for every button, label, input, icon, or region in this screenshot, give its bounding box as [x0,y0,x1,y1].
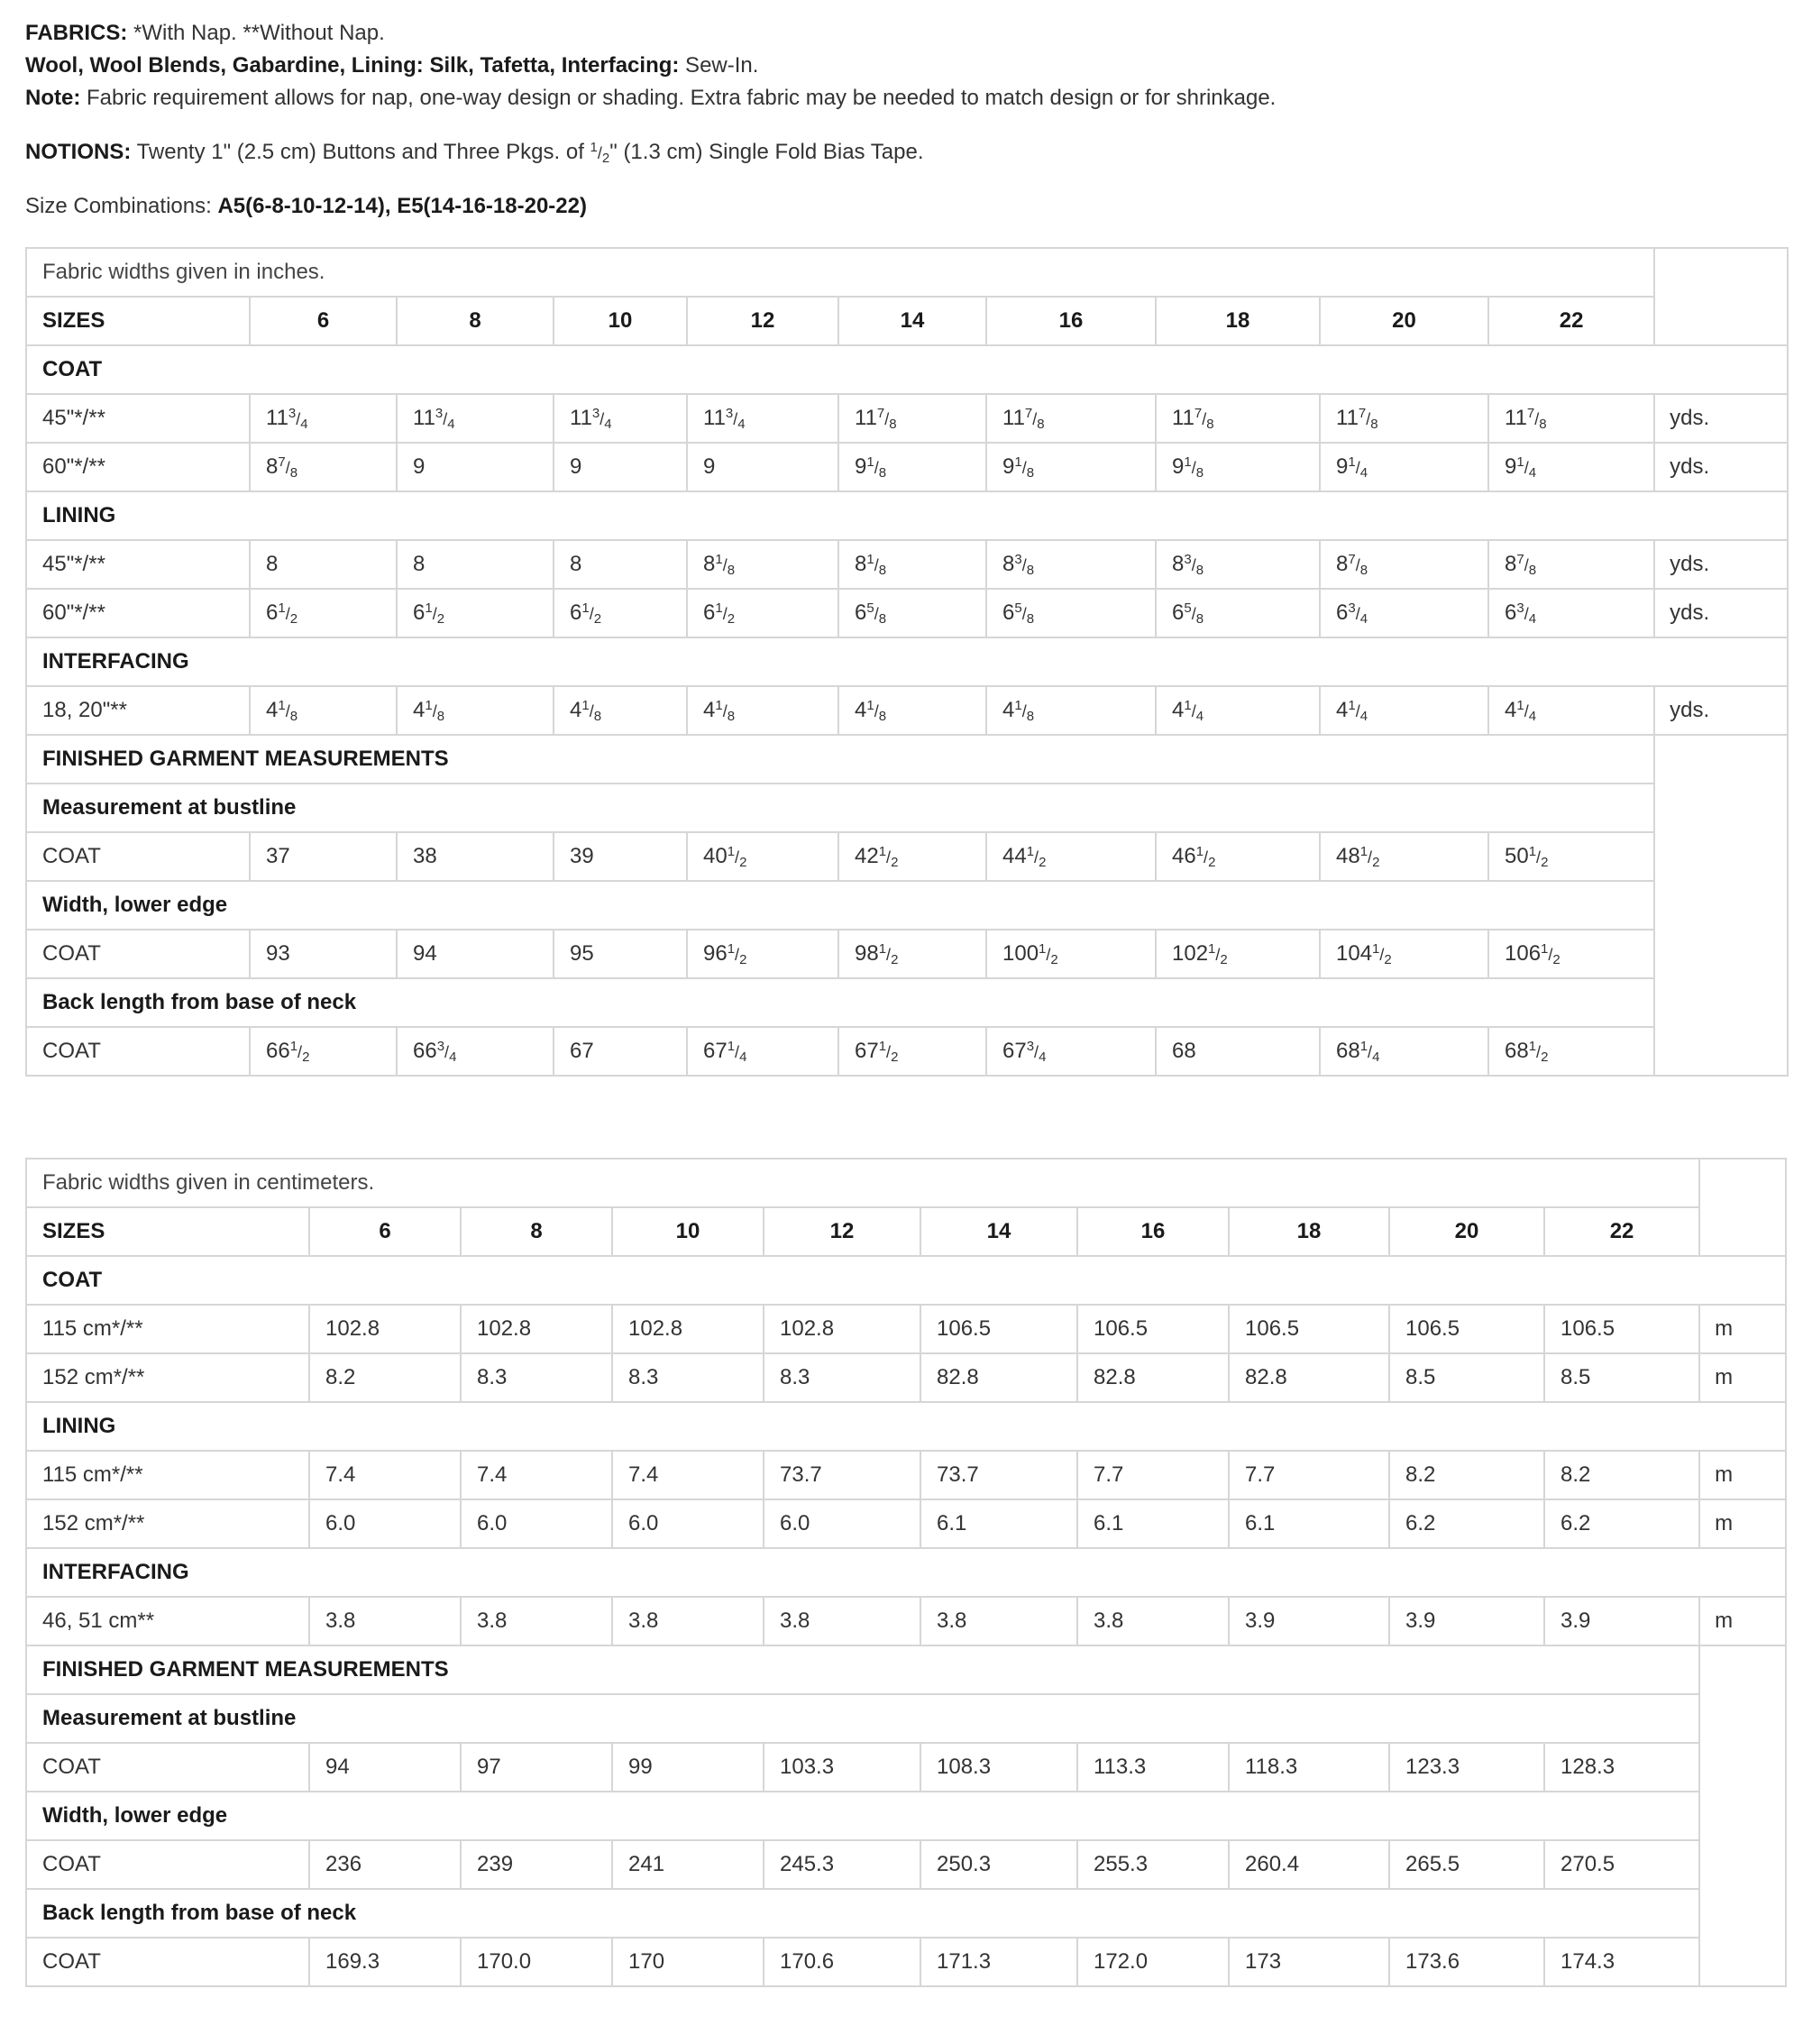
value-cell: $6^1/_2$ [397,589,554,637]
size-header: 16 [986,297,1156,345]
value-cell: 6.1 [1229,1499,1389,1548]
value-cell: 8.3 [461,1353,612,1402]
section-row [26,1402,1786,1451]
fabrics-line [25,20,385,47]
value-cell: $8^7/_8$ [1488,540,1654,589]
row-label: 115 cm*/** [26,1305,309,1353]
value-cell: $11^7/_8$ [1320,394,1488,443]
measurement-row [26,1027,1788,1076]
size-header: 12 [687,297,838,345]
yardage-row [26,1451,1786,1499]
section-row [26,1548,1786,1597]
value-cell: $4^1/_4$ [1156,686,1320,735]
unit-cell: m [1699,1499,1786,1548]
row-label: 18, 20"** [26,686,250,735]
value-cell: $66^1/_2$ [250,1027,397,1076]
unit-cell: m [1699,1305,1786,1353]
value-cell: 106.5 [1077,1305,1229,1353]
measurement-heading: Width, lower edge [26,881,1654,930]
value-cell: $11^7/_8$ [1156,394,1320,443]
value-cell: 38 [397,832,554,881]
value-cell: 241 [612,1840,764,1889]
row-label: 46, 51 cm** [26,1597,309,1645]
value-cell: $4^1/_8$ [838,686,986,735]
value-cell: 3.8 [1077,1597,1229,1645]
unit-spacer [1654,248,1788,297]
value-cell: $9^1/_8$ [986,443,1156,491]
centimeters-yardage-table [25,1158,1787,1987]
unit-spacer [1654,978,1788,1027]
value-cell: 67 [554,1027,687,1076]
value-cell: $6^5/_8$ [838,589,986,637]
size-header: 10 [554,297,687,345]
value-cell: 106.5 [1544,1305,1699,1353]
unit-spacer [1654,881,1788,930]
size-header: 8 [461,1207,612,1256]
unit-spacer [1654,297,1788,345]
unit-spacer [1699,1792,1786,1840]
unit-spacer [1654,832,1788,881]
measurement-heading: Width, lower edge [26,1792,1699,1840]
size-header: 14 [838,297,986,345]
unit-cell: yds. [1654,686,1788,735]
unit-cell: m [1699,1353,1786,1402]
value-cell: $9^1/_4$ [1488,443,1654,491]
value-cell: 128.3 [1544,1743,1699,1792]
unit-cell: yds. [1654,394,1788,443]
value-cell: 171.3 [920,1938,1077,1986]
unit-spacer [1699,1743,1786,1792]
yardage-row [26,443,1788,491]
value-cell: 94 [397,930,554,978]
size-combinations-line [25,193,587,220]
yardage-row [26,589,1788,637]
value-cell: 6.1 [920,1499,1077,1548]
value-cell: $68^1/_2$ [1488,1027,1654,1076]
value-cell: 6.1 [1077,1499,1229,1548]
value-cell: 9 [554,443,687,491]
materials-line [25,52,758,79]
row-label: 115 cm*/** [26,1451,309,1499]
unit-spacer [1654,1027,1788,1076]
value-cell: 73.7 [764,1451,920,1499]
value-cell: $6^1/_2$ [554,589,687,637]
value-cell: $40^1/_2$ [687,832,838,881]
value-cell: 239 [461,1840,612,1889]
value-cell: $4^1/_8$ [397,686,554,735]
value-cell: 3.8 [764,1597,920,1645]
value-cell: 173 [1229,1938,1389,1986]
inches-yardage-table [25,247,1789,1077]
value-cell: 106.5 [920,1305,1077,1353]
value-cell: 99 [612,1743,764,1792]
value-cell: 102.8 [309,1305,461,1353]
value-cell: 236 [309,1840,461,1889]
unit-cell: yds. [1654,589,1788,637]
value-cell: 68 [1156,1027,1320,1076]
value-cell: $98^1/_2$ [838,930,986,978]
value-cell: $8^3/_8$ [1156,540,1320,589]
row-label: COAT [26,1743,309,1792]
value-cell: $9^1/_8$ [838,443,986,491]
fabrics-label: FABRICS: [25,21,128,45]
value-cell: 106.5 [1229,1305,1389,1353]
value-cell: $4^1/_4$ [1488,686,1654,735]
value-cell: 6.0 [309,1499,461,1548]
value-cell: $11^7/_8$ [986,394,1156,443]
value-cell: $8^3/_8$ [986,540,1156,589]
measurement-heading-row [26,784,1788,832]
value-cell: $67^1/_2$ [838,1027,986,1076]
measurement-heading-row [26,1792,1786,1840]
value-cell: 173.6 [1389,1938,1544,1986]
sizes-header-row [26,297,1788,345]
value-cell: 118.3 [1229,1743,1389,1792]
value-cell: $67^1/_4$ [687,1027,838,1076]
unit-spacer [1699,1938,1786,1986]
unit-cell: m [1699,1451,1786,1499]
unit-spacer [1699,1207,1786,1256]
size-header: 16 [1077,1207,1229,1256]
value-cell: 8.5 [1544,1353,1699,1402]
value-cell: 37 [250,832,397,881]
value-cell: 3.9 [1544,1597,1699,1645]
value-cell: $4^1/_4$ [1320,686,1488,735]
row-label: COAT [26,832,250,881]
size-header: 12 [764,1207,920,1256]
measurement-row [26,1743,1786,1792]
section-label: COAT [26,1256,1786,1305]
size-header: 8 [397,297,554,345]
size-header: 10 [612,1207,764,1256]
value-cell: $8^7/_8$ [1320,540,1488,589]
yardage-row [26,394,1788,443]
unit-spacer [1699,1159,1786,1207]
value-cell: $8^1/_8$ [687,540,838,589]
yardage-row [26,540,1788,589]
value-cell: $67^3/_4$ [986,1027,1156,1076]
value-cell: 8.3 [764,1353,920,1402]
value-cell: 93 [250,930,397,978]
value-cell: $11^3/_4$ [397,394,554,443]
value-cell: $6^5/_8$ [986,589,1156,637]
value-cell: $46^1/_2$ [1156,832,1320,881]
value-cell: $100^1/_2$ [986,930,1156,978]
value-cell: 94 [309,1743,461,1792]
unit-cell: yds. [1654,540,1788,589]
value-cell: 8 [397,540,554,589]
size-combinations-label: Size Combinations: [25,194,218,218]
value-cell: 123.3 [1389,1743,1544,1792]
measurement-heading-row [26,1694,1786,1743]
value-cell: $50^1/_2$ [1488,832,1654,881]
row-label: 45"*/** [26,394,250,443]
measurement-heading: FINISHED GARMENT MEASUREMENTS [26,1645,1699,1694]
table-caption-row [26,1159,1786,1207]
value-cell: $11^7/_8$ [1488,394,1654,443]
size-header: 20 [1320,297,1488,345]
section-label: COAT [26,345,1788,394]
value-cell: 102.8 [461,1305,612,1353]
unit-spacer [1654,930,1788,978]
measurement-heading: Back length from base of neck [26,1889,1699,1938]
value-cell: $11^3/_4$ [250,394,397,443]
size-header: 6 [309,1207,461,1256]
value-cell: 82.8 [1229,1353,1389,1402]
section-row [26,345,1788,394]
section-label: LINING [26,491,1788,540]
value-cell: 113.3 [1077,1743,1229,1792]
value-cell: 3.9 [1389,1597,1544,1645]
row-label: 152 cm*/** [26,1499,309,1548]
value-cell: $6^1/_2$ [687,589,838,637]
value-cell: 260.4 [1229,1840,1389,1889]
yardage-row [26,1597,1786,1645]
value-cell: $6^3/_4$ [1320,589,1488,637]
size-header: 20 [1389,1207,1544,1256]
unit-spacer [1699,1840,1786,1889]
value-cell: $11^7/_8$ [838,394,986,443]
value-cell: $48^1/_2$ [1320,832,1488,881]
value-cell: 3.9 [1229,1597,1389,1645]
notions-text-before: Twenty 1" (2.5 cm) Buttons and Three Pkgs. of [131,140,590,164]
value-cell: 7.4 [461,1451,612,1499]
value-cell: 7.4 [309,1451,461,1499]
value-cell: 97 [461,1743,612,1792]
value-cell: 106.5 [1389,1305,1544,1353]
value-cell: 8 [554,540,687,589]
section-row [26,491,1788,540]
value-cell: 73.7 [920,1451,1077,1499]
value-cell: $4^1/_8$ [554,686,687,735]
row-label: 60"*/** [26,443,250,491]
materials-label: Wool, Wool Blends, Gabardine, Lining: Silk, Tafetta, Interfacing: [25,53,680,78]
table-caption: Fabric widths given in inches. [26,248,1654,297]
value-cell: 170 [612,1938,764,1986]
unit-cell: m [1699,1597,1786,1645]
sizes-label: SIZES [26,1207,309,1256]
value-cell: 39 [554,832,687,881]
value-cell: 7.7 [1077,1451,1229,1499]
value-cell: 95 [554,930,687,978]
size-header: 22 [1544,1207,1699,1256]
sizes-header-row [26,1207,1786,1256]
section-label: INTERFACING [26,1548,1786,1597]
materials-text: Sew-In. [679,53,759,78]
value-cell: 8.2 [309,1353,461,1402]
row-label: 60"*/** [26,589,250,637]
value-cell: $9^1/_4$ [1320,443,1488,491]
value-cell: $8^1/_8$ [838,540,986,589]
row-label: 152 cm*/** [26,1353,309,1402]
value-cell: $6^3/_4$ [1488,589,1654,637]
value-cell: 265.5 [1389,1840,1544,1889]
value-cell: 170.6 [764,1938,920,1986]
section-row [26,1256,1786,1305]
size-header: 6 [250,297,397,345]
measurement-row [26,1840,1786,1889]
value-cell: $4^1/_8$ [250,686,397,735]
value-cell: 250.3 [920,1840,1077,1889]
value-cell: $6^5/_8$ [1156,589,1320,637]
row-label: 45"*/** [26,540,250,589]
value-cell: $96^1/_2$ [687,930,838,978]
note-label: Note: [25,86,81,110]
value-cell: 82.8 [920,1353,1077,1402]
value-cell: 3.8 [612,1597,764,1645]
value-cell: 270.5 [1544,1840,1699,1889]
value-cell: 170.0 [461,1938,612,1986]
yardage-row [26,1305,1786,1353]
notions-fraction: $^1/_2$ [590,140,610,166]
measurement-row [26,832,1788,881]
value-cell: $44^1/_2$ [986,832,1156,881]
value-cell: 102.8 [764,1305,920,1353]
measurement-heading: Back length from base of neck [26,978,1654,1027]
value-cell: 102.8 [612,1305,764,1353]
table-caption-row [26,248,1788,297]
value-cell: 3.8 [309,1597,461,1645]
value-cell: 103.3 [764,1743,920,1792]
size-header: 18 [1229,1207,1389,1256]
value-cell: 3.8 [920,1597,1077,1645]
value-cell: $106^1/_2$ [1488,930,1654,978]
value-cell: $42^1/_2$ [838,832,986,881]
section-label: INTERFACING [26,637,1788,686]
measurement-heading-row [26,881,1788,930]
value-cell: 8.2 [1544,1451,1699,1499]
value-cell: $102^1/_2$ [1156,930,1320,978]
value-cell: 108.3 [920,1743,1077,1792]
value-cell: 245.3 [764,1840,920,1889]
value-cell: 7.4 [612,1451,764,1499]
measurement-heading: Measurement at bustline [26,1694,1699,1743]
notions-label: NOTIONS: [25,140,132,164]
value-cell: $68^1/_4$ [1320,1027,1488,1076]
notions-text-after: " (1.3 cm) Single Fold Bias Tape. [609,140,924,164]
value-cell: 8.5 [1389,1353,1544,1402]
unit-spacer [1654,784,1788,832]
value-cell: 8.3 [612,1353,764,1402]
measurement-heading: FINISHED GARMENT MEASUREMENTS [26,735,1654,784]
value-cell: $6^1/_2$ [250,589,397,637]
row-label: COAT [26,1840,309,1889]
unit-spacer [1699,1645,1786,1694]
table-caption: Fabric widths given in centimeters. [26,1159,1699,1207]
value-cell: $66^3/_4$ [397,1027,554,1076]
value-cell: $11^3/_4$ [554,394,687,443]
row-label: COAT [26,1027,250,1076]
value-cell: 6.2 [1544,1499,1699,1548]
size-header: 22 [1488,297,1654,345]
size-combinations-value: A5(6-8-10-12-14), E5(14-16-18-20-22) [217,194,587,218]
note-text: Fabric requirement allows for nap, one-way design or shading. Extra fabric may be needed to match design or for shrinkage. [80,86,1277,110]
measurement-heading-row [26,978,1788,1027]
value-cell: 82.8 [1077,1353,1229,1402]
value-cell: 8 [250,540,397,589]
value-cell: 6.0 [764,1499,920,1548]
measurement-row [26,930,1788,978]
unit-cell: yds. [1654,443,1788,491]
section-label: LINING [26,1402,1786,1451]
measurement-heading-row [26,735,1788,784]
note-line [25,85,1276,112]
value-cell: $4^1/_8$ [687,686,838,735]
value-cell: 255.3 [1077,1840,1229,1889]
value-cell: 172.0 [1077,1938,1229,1986]
value-cell: $4^1/_8$ [986,686,1156,735]
yardage-row [26,1353,1786,1402]
unit-spacer [1699,1889,1786,1938]
measurement-row [26,1938,1786,1986]
measurement-heading: Measurement at bustline [26,784,1654,832]
unit-spacer [1699,1694,1786,1743]
value-cell: $9^1/_8$ [1156,443,1320,491]
section-row [26,637,1788,686]
fabrics-text: *With Nap. **Without Nap. [127,21,385,45]
value-cell: 7.7 [1229,1451,1389,1499]
value-cell: 9 [687,443,838,491]
value-cell: $104^1/_2$ [1320,930,1488,978]
size-header: 18 [1156,297,1320,345]
value-cell: $11^3/_4$ [687,394,838,443]
measurement-heading-row [26,1889,1786,1938]
value-cell: 8.2 [1389,1451,1544,1499]
row-label: COAT [26,1938,309,1986]
yardage-row [26,686,1788,735]
value-cell: 174.3 [1544,1938,1699,1986]
value-cell: $8^7/_8$ [250,443,397,491]
value-cell: 3.8 [461,1597,612,1645]
value-cell: 6.0 [461,1499,612,1548]
size-header: 14 [920,1207,1077,1256]
row-label: COAT [26,930,250,978]
sizes-label: SIZES [26,297,250,345]
value-cell: 6.2 [1389,1499,1544,1548]
value-cell: 9 [397,443,554,491]
value-cell: 169.3 [309,1938,461,1986]
notions-line [25,139,923,167]
unit-spacer [1654,735,1788,784]
measurement-heading-row [26,1645,1786,1694]
value-cell: 6.0 [612,1499,764,1548]
yardage-row [26,1499,1786,1548]
